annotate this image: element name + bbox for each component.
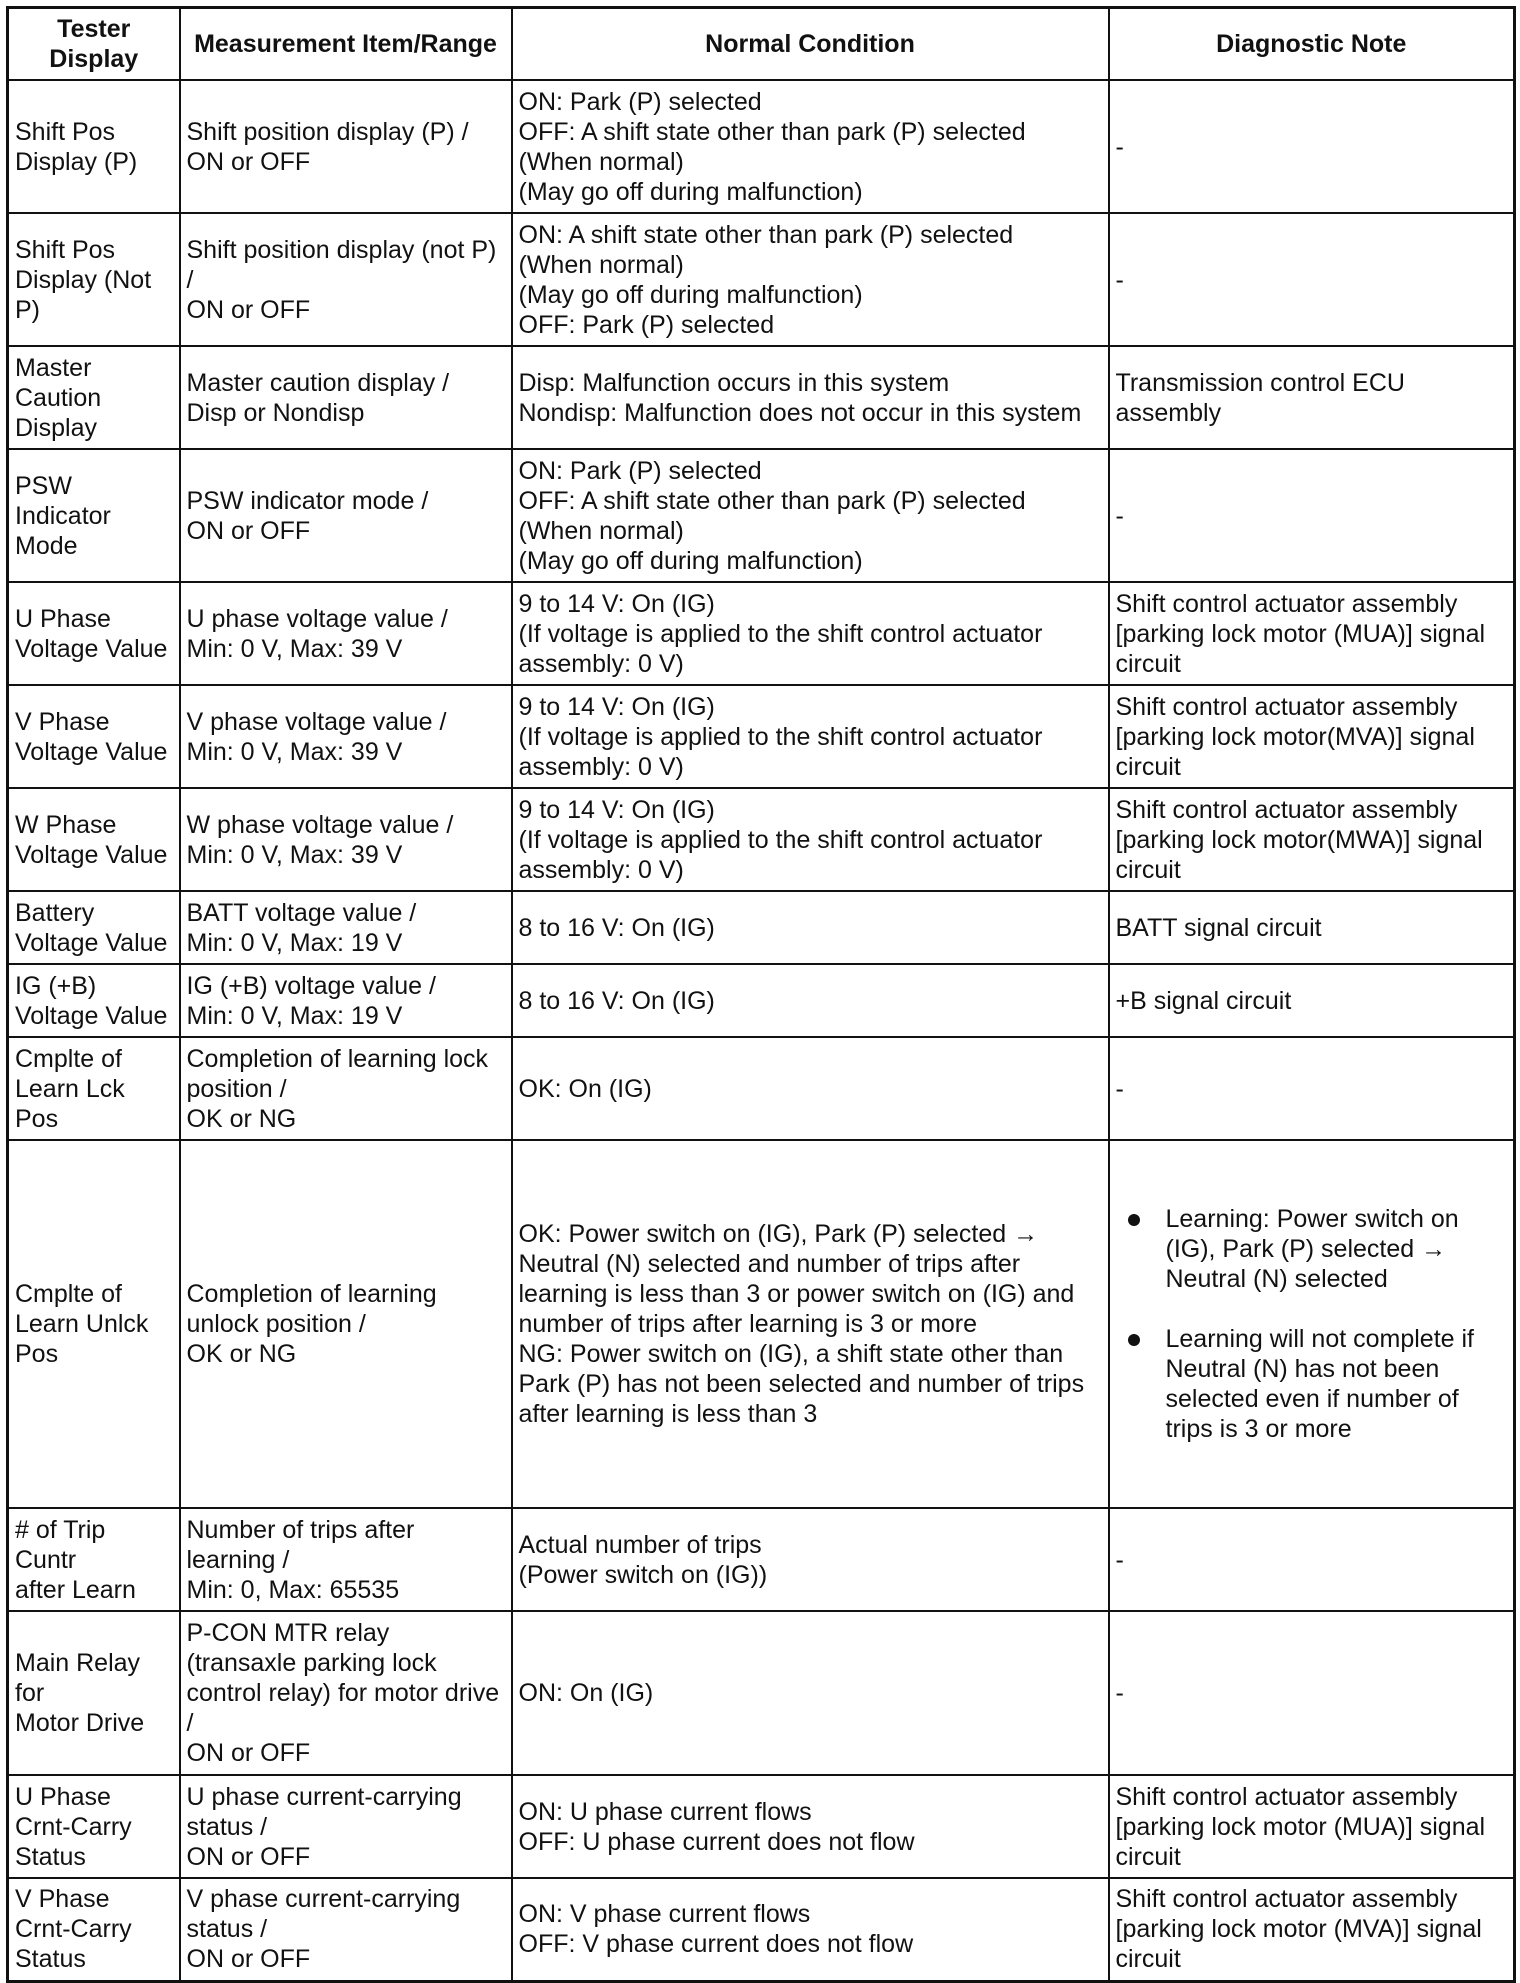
diagnostic-note-cell: - <box>1109 1611 1515 1775</box>
measurement-item-cell: W phase voltage value / Min: 0 V, Max: 39 V <box>180 788 512 891</box>
normal-condition-cell: ON: Park (P) selected OFF: A shift state other than park (P) selected (When normal) (May go off during malfunction) <box>512 449 1109 582</box>
tester-display-cell: U Phase Voltage Value <box>8 582 180 685</box>
normal-condition-cell: OK: On (IG) <box>512 1037 1109 1140</box>
diagnostic-note-cell: Shift control actuator assembly [parking lock motor (MUA)] signal circuit <box>1109 1775 1515 1878</box>
table-row <box>8 1508 1515 1611</box>
diagnostic-note-bullet-list <box>1116 1174 1508 1474</box>
tester-display-cell: Cmplte of Learn Unlck Pos <box>8 1140 180 1508</box>
table-row <box>8 80 1515 213</box>
table-row <box>8 346 1515 449</box>
tester-display-cell: PSW Indicator Mode <box>8 449 180 582</box>
tester-display-cell: Battery Voltage Value <box>8 891 180 964</box>
measurement-item-cell: Shift position display (not P) / ON or OFF <box>180 213 512 346</box>
diagnostic-note-cell: Shift control actuator assembly [parking lock motor (MUA)] signal circuit <box>1109 582 1515 685</box>
table-row <box>8 891 1515 964</box>
diagnostic-note-cell: BATT signal circuit <box>1109 891 1515 964</box>
tester-display-cell: Cmplte of Learn Lck Pos <box>8 1037 180 1140</box>
table-row <box>8 685 1515 788</box>
header-normal-condition: Normal Condition <box>512 8 1109 81</box>
tester-display-cell: V Phase Voltage Value <box>8 685 180 788</box>
tester-display-cell: Main Relay for Motor Drive <box>8 1611 180 1775</box>
tester-display-cell: IG (+B) Voltage Value <box>8 964 180 1037</box>
measurement-item-cell: Number of trips after learning / Min: 0, Max: 65535 <box>180 1508 512 1611</box>
normal-condition-cell: ON: On (IG) <box>512 1611 1109 1775</box>
table-row <box>8 1775 1515 1878</box>
header-row <box>8 8 1515 81</box>
measurement-item-cell: Master caution display / Disp or Nondisp <box>180 346 512 449</box>
diagnostic-note-cell: Transmission control ECU assembly <box>1109 346 1515 449</box>
table-row <box>8 1140 1515 1508</box>
normal-condition-cell: 9 to 14 V: On (IG) (If voltage is applied to the shift control actuator assembly: 0 V) <box>512 582 1109 685</box>
measurement-item-cell: PSW indicator mode / ON or OFF <box>180 449 512 582</box>
measurement-item-cell: U phase current-carrying status / ON or OFF <box>180 1775 512 1878</box>
table-row <box>8 964 1515 1037</box>
table-row <box>8 1611 1515 1775</box>
bullet-text: Learning: Power switch on (IG), Park (P) selected → Neutral (N) selected <box>1165 1205 1459 1293</box>
normal-condition-cell: OK: Power switch on (IG), Park (P) selected → Neutral (N) selected and number of trips after learning is less than 3 or power switch on (IG) and number of trips after learning is 3 or more NG: Power switch on (IG), a shift state other than Park (P) has not been selected and number of trips after learning is less than 3 <box>512 1140 1109 1508</box>
table-row <box>8 582 1515 685</box>
measurement-item-cell: Completion of learning unlock position / OK or NG <box>180 1140 512 1508</box>
header-tester-display: Tester Display <box>8 8 180 81</box>
tester-display-cell: Shift Pos Display (Not P) <box>8 213 180 346</box>
normal-condition-cell: ON: Park (P) selected OFF: A shift state other than park (P) selected (When normal) (May go off during malfunction) <box>512 80 1109 213</box>
measurement-item-cell: V phase current-carrying status / ON or OFF <box>180 1878 512 1981</box>
normal-condition-cell: 9 to 14 V: On (IG) (If voltage is applied to the shift control actuator assembly: 0 V) <box>512 685 1109 788</box>
normal-condition-cell: ON: V phase current flows OFF: V phase current does not flow <box>512 1878 1109 1981</box>
normal-condition-cell: Actual number of trips (Power switch on (IG)) <box>512 1508 1109 1611</box>
diagnostic-note-cell: - <box>1109 80 1515 213</box>
diagnostic-note-cell: - <box>1109 1037 1515 1140</box>
bullet-item <box>1166 1204 1508 1294</box>
table-row <box>8 1878 1515 1981</box>
measurement-item-cell: V phase voltage value / Min: 0 V, Max: 39 V <box>180 685 512 788</box>
table-row <box>8 213 1515 346</box>
data-list-table <box>6 6 1516 1983</box>
table-row <box>8 788 1515 891</box>
tester-display-cell: W Phase Voltage Value <box>8 788 180 891</box>
diagnostic-note-cell: - <box>1109 449 1515 582</box>
normal-condition-cell: 8 to 16 V: On (IG) <box>512 964 1109 1037</box>
diagnostic-note-cell: - <box>1109 213 1515 346</box>
diagnostic-note-cell: - <box>1109 1508 1515 1611</box>
diagnostic-note-cell <box>1109 1140 1515 1508</box>
bullet-dot-icon <box>1128 1334 1140 1346</box>
normal-condition-cell: Disp: Malfunction occurs in this system Nondisp: Malfunction does not occur in this system <box>512 346 1109 449</box>
diagnostic-note-cell: Shift control actuator assembly [parking lock motor (MVA)] signal circuit <box>1109 1878 1515 1981</box>
bullet-item <box>1166 1324 1508 1444</box>
measurement-item-cell: BATT voltage value / Min: 0 V, Max: 19 V <box>180 891 512 964</box>
normal-condition-cell: 9 to 14 V: On (IG) (If voltage is applied to the shift control actuator assembly: 0 V) <box>512 788 1109 891</box>
table-row <box>8 449 1515 582</box>
tester-display-cell: V Phase Crnt-Carry Status <box>8 1878 180 1981</box>
header-measurement-item: Measurement Item/Range <box>180 8 512 81</box>
tester-display-cell: Shift Pos Display (P) <box>8 80 180 213</box>
tester-display-cell: # of Trip Cuntr after Learn <box>8 1508 180 1611</box>
measurement-item-cell: P-CON MTR relay (transaxle parking lock control relay) for motor drive / ON or OFF <box>180 1611 512 1775</box>
measurement-item-cell: Shift position display (P) / ON or OFF <box>180 80 512 213</box>
measurement-item-cell: U phase voltage value / Min: 0 V, Max: 39 V <box>180 582 512 685</box>
diagnostic-note-cell: Shift control actuator assembly [parking lock motor(MVA)] signal circuit <box>1109 685 1515 788</box>
measurement-item-cell: IG (+B) voltage value / Min: 0 V, Max: 19 V <box>180 964 512 1037</box>
diagnostic-note-cell: +B signal circuit <box>1109 964 1515 1037</box>
measurement-item-cell: Completion of learning lock position / OK or NG <box>180 1037 512 1140</box>
bullet-text: Learning will not complete if Neutral (N) has not been selected even if number of trips is 3 or more <box>1165 1325 1474 1443</box>
tester-display-cell: Master Caution Display <box>8 346 180 449</box>
normal-condition-cell: 8 to 16 V: On (IG) <box>512 891 1109 964</box>
bullet-dot-icon <box>1128 1214 1140 1226</box>
header-diagnostic-note: Diagnostic Note <box>1109 8 1515 81</box>
tester-display-cell: U Phase Crnt-Carry Status <box>8 1775 180 1878</box>
normal-condition-cell: ON: U phase current flows OFF: U phase current does not flow <box>512 1775 1109 1878</box>
table-row <box>8 1037 1515 1140</box>
diagnostic-note-cell: Shift control actuator assembly [parking lock motor(MWA)] signal circuit <box>1109 788 1515 891</box>
normal-condition-cell: ON: A shift state other than park (P) selected (When normal) (May go off during malfunction) OFF: Park (P) selected <box>512 213 1109 346</box>
data-table-container <box>6 6 1516 1983</box>
